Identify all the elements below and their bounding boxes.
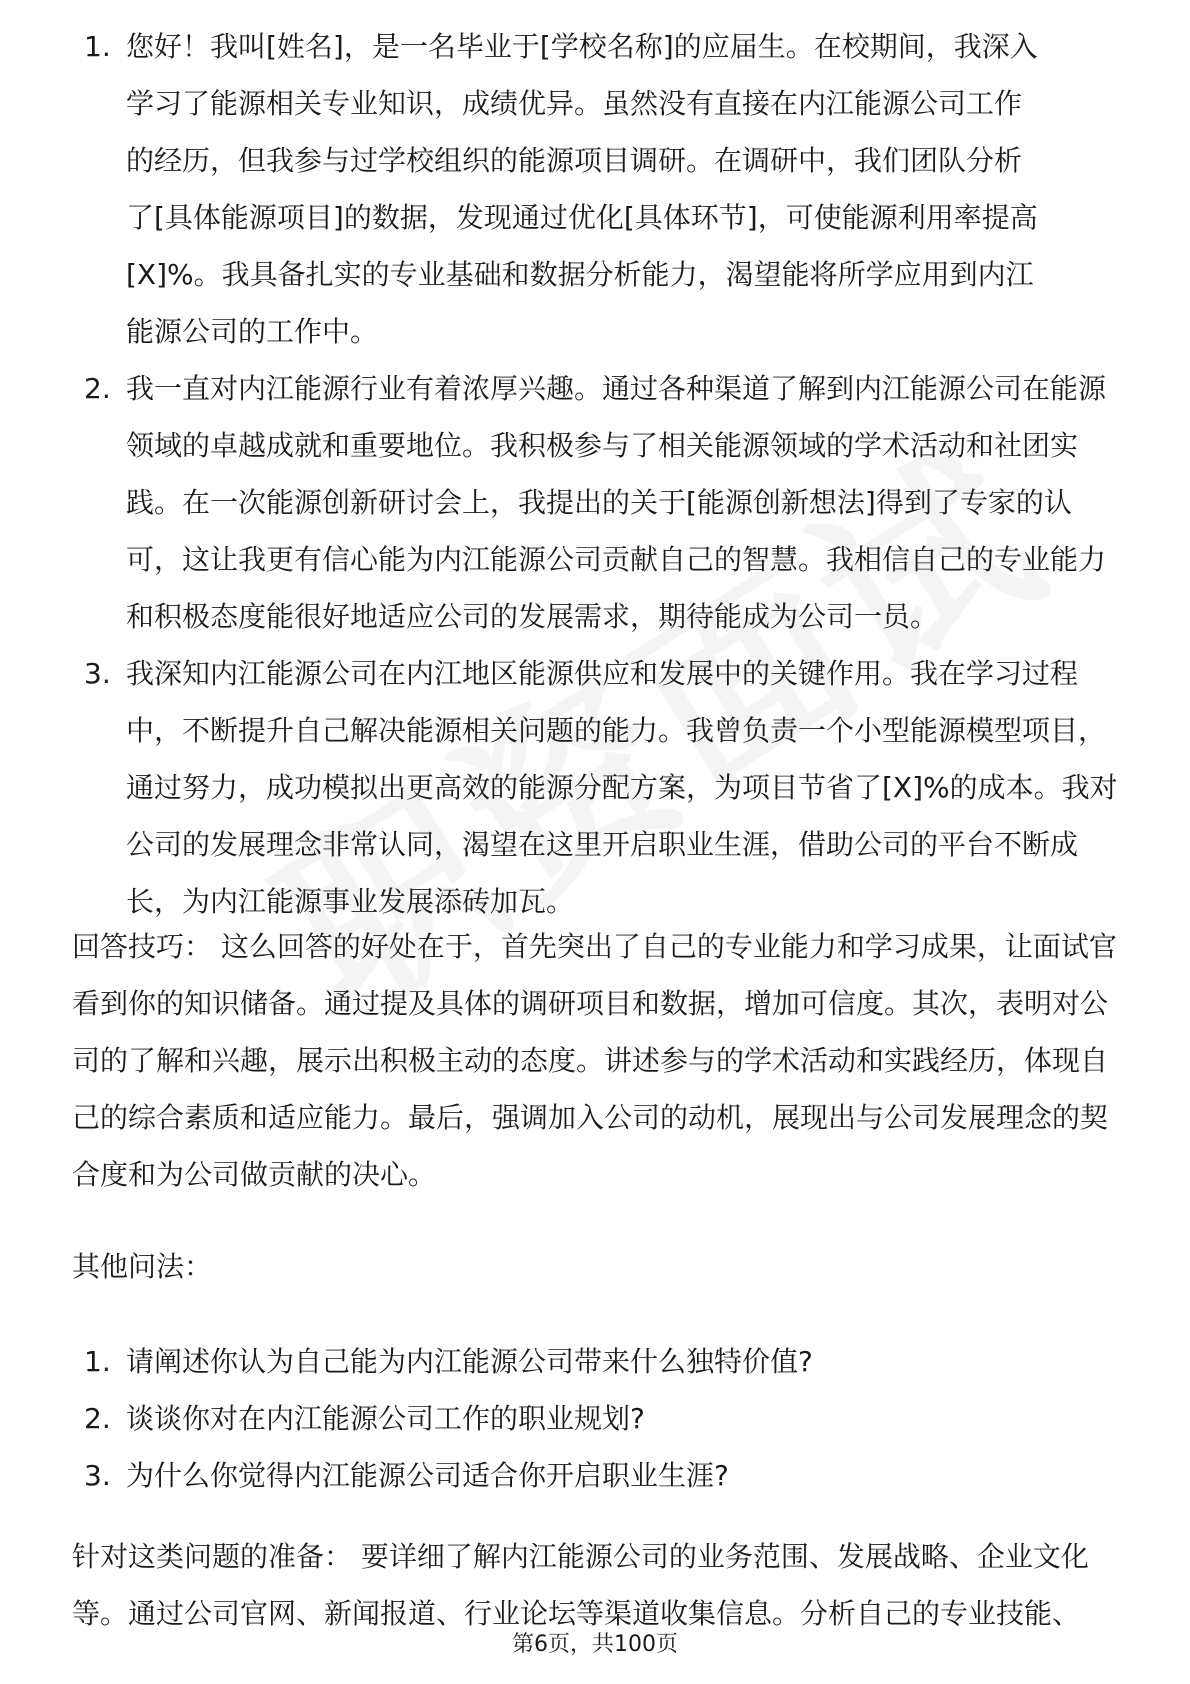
list-item-text: 谈谈你对在内江能源公司工作的职业规划?: [126, 1402, 645, 1435]
list-item: [0, 18, 1190, 360]
list-item-number: 2.: [84, 372, 111, 405]
list-item-number: 1.: [84, 1345, 111, 1378]
answer-list: [0, 18, 1190, 930]
list-item-number: 1.: [84, 30, 111, 63]
preparation-paragraph: 针对这类问题的准备： 要详细了解内江能源公司的业务范围、发展战略、企业文化等。通过公司官网、新闻报道、行业论坛等渠道收集信息。分析自己的专业技能、: [72, 1540, 1089, 1630]
list-item: [0, 1447, 1190, 1504]
list-item-number: 3.: [84, 657, 111, 690]
list-item: [0, 645, 1190, 930]
list-item-text: 为什么你觉得内江能源公司适合你开启职业生涯?: [126, 1459, 729, 1492]
list-item: [0, 360, 1190, 645]
other-questions-heading: 其他问法：: [72, 1250, 213, 1283]
other-questions-list: [0, 1333, 1190, 1504]
list-item: [0, 1390, 1190, 1447]
page-number: 第6页，共100页: [512, 1632, 678, 1657]
answer-tips: 回答技巧： 这么回答的好处在于，首先突出了自己的专业能力和学习成果，让面试官看到你的知识储备。通过提及具体的调研项目和数据，增加可信度。其次，表明对公司的了解和兴趣，展示出积极主动的态度。讲述参与的学术活动和实践经历，体现自己的综合素质和适应能力。最后，强调加入公司的动机，展现出与公司发展理念的契合度和为公司做贡献的决心。: [72, 930, 1117, 1191]
list-item-text: 我深知内江能源公司在内江地区能源供应和发展中的关键作用。我在学习过程中，不断提升自己解决能源相关问题的能力。我曾负责一个小型能源模型项目，通过努力，成功模拟出更高效的能源分配方案，为项目节省了[X]%的成本。我对公司的发展理念非常认同，渴望在这里开启职业生涯，借助公司的平台不断成长，为内江能源事业发展添砖加瓦。: [126, 657, 1118, 918]
list-item-number: 3.: [84, 1459, 111, 1492]
list-item: [0, 1333, 1190, 1390]
list-item-text: 我一直对内江能源行业有着浓厚兴趣。通过各种渠道了解到内江能源公司在能源领域的卓越成就和重要地位。我积极参与了相关能源领域的学术活动和社团实践。在一次能源创新研讨会上，我提出的关于[能源创新想法]得到了专家的认可，这让我更有信心能为内江能源公司贡献自己的智慧。我相信自己的专业能力和积极态度能很好地适应公司的发展需求，期待能成为公司一员。: [126, 372, 1107, 633]
list-item-text: 您好！我叫[姓名]，是一名毕业于[学校名称]的应届生。在校期间，我深入学习了能源相关专业知识，成绩优异。虽然没有直接在内江能源公司工作的经历，但我参与过学校组织的能源项目调研。在调研中，我们团队分析了[具体能源项目]的数据，发现通过优化[具体环节]，可使能源利用率提高[X]%。我具备扎实的专业基础和数据分析能力，渴望能将所学应用到内江能源公司的工作中。: [126, 30, 1038, 348]
list-item-number: 2.: [84, 1402, 111, 1435]
list-item-text: 请阐述你认为自己能为内江能源公司带来什么独特价值?: [126, 1345, 813, 1378]
